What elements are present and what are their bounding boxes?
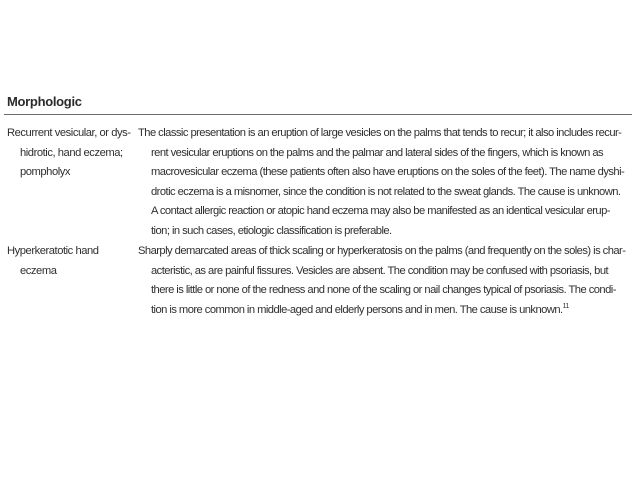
term-line: Hyperkeratotic hand [7,245,99,257]
description-line: macrovesicular eczema (these patients often also have eruptions on the soles of the feet). The name dyshi- [151,166,625,178]
description-line: drotic eczema is a misnomer, since the condition is not related to the sweat glands. The cause is unknown. [151,185,621,198]
description-text: tion is more common in middle-aged and elderly persons and in men. The cause is unknown. [151,303,563,316]
term-line: Recurrent vesicular, or dys- [7,127,131,139]
term-cell [7,124,137,183]
description-line: A contact allergic reaction or atopic hand eczema may also be manifested as an identical vesicular erup- [151,205,610,217]
description-line: The classic presentation is an eruption of large vesicles on the palms that tends to recur; it also includes recur- [138,127,622,139]
term-line: hidrotic, hand eczema; [20,146,123,159]
section-heading: Morphologic [7,94,82,109]
description-line: rent vesicular eruptions on the palms and the palmar and lateral sides of the fingers, which is known as [151,146,604,159]
description-cell [138,124,634,241]
description-line: there is little or none of the redness and none of the scaling or nail changes typical of psoriasis. The condi- [151,284,616,296]
term-line: pompholyx [20,166,71,178]
description-line: tion; in such cases, etiologic classification is preferable. [151,224,392,237]
term-line: eczema [20,264,57,277]
term-cell [7,242,137,281]
description-cell [138,242,634,320]
heading-divider [4,114,632,115]
description-line: Sharply demarcated areas of thick scaling or hyperkeratosis on the palms (and frequently on the soles) is char- [138,245,626,257]
citation-superscript: 11 [562,302,569,310]
description-line: acteristic, as are painful fissures. Vesicles are absent. The condition may be confused with psoriasis, but [151,264,609,277]
description-line [138,301,634,321]
